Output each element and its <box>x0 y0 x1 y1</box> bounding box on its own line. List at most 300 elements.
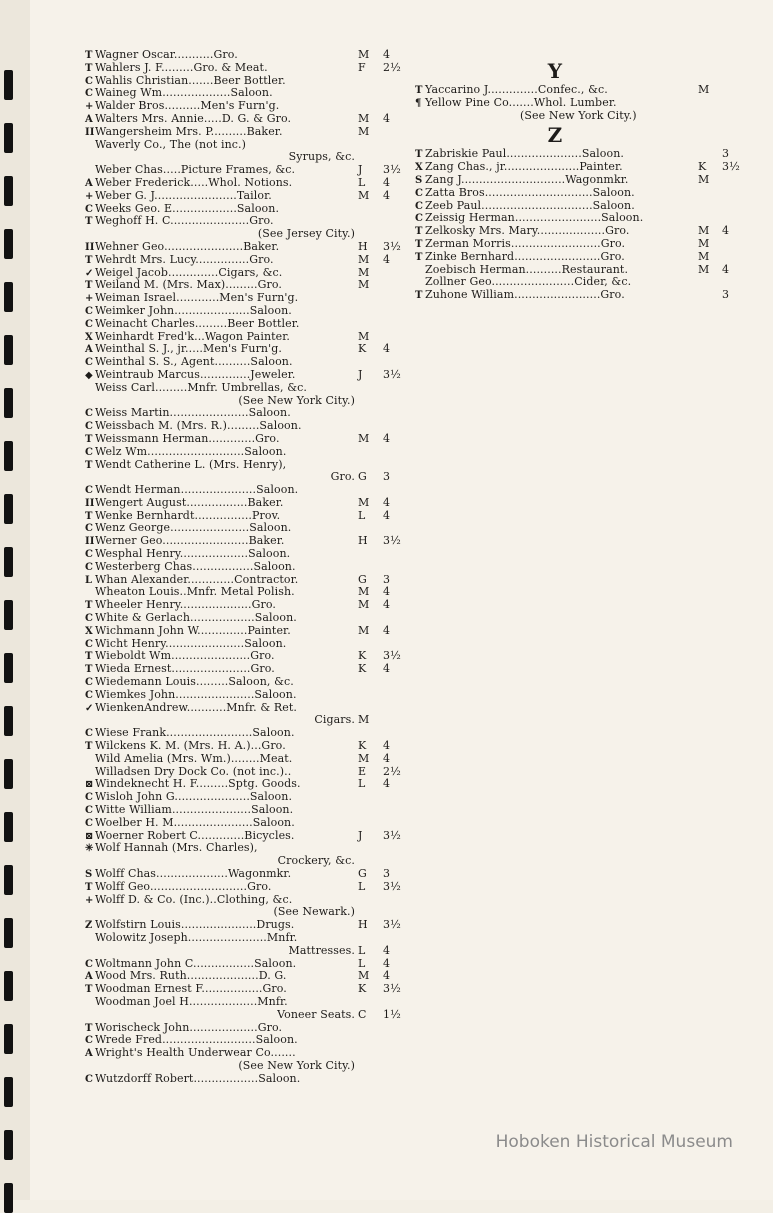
binding-hole <box>4 70 13 100</box>
entry-rating-letter: M <box>358 111 370 125</box>
entry-rating-number: 3 <box>383 572 391 586</box>
entry-mark-icon: C <box>85 677 94 689</box>
entry-text: Zeissig Herman........................Saloon. <box>425 211 644 225</box>
entry-text: Wilckens K. M. (Mrs. H. A.)...Gro. <box>95 739 286 753</box>
entry-mark-icon: A <box>85 971 93 983</box>
entry-rating-number: 3½ <box>383 828 401 842</box>
directory-entry <box>85 753 415 766</box>
binding-hole <box>4 865 13 895</box>
binding-hole <box>4 335 13 365</box>
directory-entry <box>85 113 415 126</box>
entry-mark-icon: C <box>85 638 94 650</box>
entry-rating-number: 3½ <box>383 982 401 996</box>
entry-mark-icon: C <box>415 213 424 225</box>
binding-hole <box>4 1183 13 1213</box>
entry-text: Yaccarino J..............Confec., &c. <box>425 83 608 96</box>
entry-text: Yellow Pine Co.......Whol. Lumber. <box>425 95 617 109</box>
entry-mark-icon: T <box>415 238 423 250</box>
entry-text: Walters Mrs. Annie.....D. G. & Gro. <box>95 111 292 125</box>
entry-text: Wengert August.................Baker. <box>95 495 284 509</box>
entry-rating-number: 3½ <box>383 239 401 253</box>
entry-rating-number: 3½ <box>383 879 401 893</box>
entry-mark-icon: C <box>85 728 94 740</box>
entry-text: Windeknecht H. F.........Sptg. Goods. <box>95 777 301 791</box>
entry-text: (See New York City.) <box>238 1058 355 1072</box>
entry-text: White & Gerlach..................Saloon. <box>95 611 297 625</box>
entry-mark-icon: C <box>85 613 94 625</box>
entry-mark-icon: II <box>85 497 95 509</box>
directory-entry <box>85 612 415 625</box>
entry-mark-icon: + <box>85 101 94 113</box>
directory-entry <box>85 804 415 817</box>
entry-rating-letter: M <box>358 278 370 292</box>
entry-text: Weigel Jacob..............Cigars, &c. <box>95 265 283 279</box>
entry-rating-letter: H <box>358 239 368 253</box>
binding-hole <box>4 653 13 683</box>
directory-entry <box>85 305 415 318</box>
entry-mark-icon: ⊠ <box>85 779 94 791</box>
y-section-list <box>415 84 755 122</box>
directory-entry <box>85 484 415 497</box>
entry-rating-letter: M <box>358 265 370 279</box>
entry-rating-number: 3 <box>722 147 730 161</box>
directory-entry <box>85 842 415 855</box>
entry-rating-letter: K <box>358 739 367 753</box>
entry-mark-icon: C <box>85 421 94 433</box>
entry-text: Waineg Wm...................Saloon. <box>95 86 273 100</box>
entry-rating-letter: M <box>358 969 370 983</box>
entry-text: Wicht Henry......................Saloon. <box>95 636 287 650</box>
entry-rating-letter: M <box>358 495 370 509</box>
entry-rating-letter: F <box>358 60 366 74</box>
entry-mark-icon: A <box>85 177 93 189</box>
entry-rating-number: 4 <box>383 777 391 791</box>
binding-hole <box>4 706 13 736</box>
entry-rating-number: 4 <box>383 956 391 970</box>
directory-entry <box>85 881 415 894</box>
entry-text: Weintraub Marcus..............Jeweler. <box>95 367 296 381</box>
directory-entry <box>85 215 415 228</box>
binding-hole <box>4 123 13 153</box>
directory-entry <box>85 177 415 190</box>
entry-rating-letter: H <box>358 918 368 932</box>
entry-mark-icon: II <box>85 536 95 548</box>
directory-entry <box>85 740 415 753</box>
entry-mark-icon: II <box>85 241 95 253</box>
entry-rating-number: 4 <box>383 751 391 765</box>
entry-rating-number: 1½ <box>383 1007 401 1021</box>
entry-rating-letter: G <box>358 867 367 880</box>
entry-text: Wangersheim Mrs. P..........Baker. <box>95 124 283 138</box>
entry-text: Woodman Ernest F.................Gro. <box>95 982 287 996</box>
entry-rating-letter: K <box>358 662 367 676</box>
entry-rating-letter: M <box>698 172 710 186</box>
entry-text: Weghoff H. C......................Gro. <box>95 214 274 228</box>
entry-rating-letter: M <box>358 124 370 138</box>
entry-mark-icon: T <box>415 226 423 238</box>
directory-entry <box>415 110 755 123</box>
entry-mark-icon: C <box>415 200 424 212</box>
entry-text: Worischeck John...................Gro. <box>95 1020 283 1034</box>
entry-rating-letter: L <box>358 777 366 791</box>
entry-rating-number: 4 <box>722 262 730 276</box>
entry-text: Wieboldt Wm......................Gro. <box>95 649 275 663</box>
entry-mark-icon: T <box>85 254 93 266</box>
directory-entry <box>85 62 415 75</box>
entry-mark-icon: T <box>85 280 93 292</box>
entry-rating-number: 4 <box>383 598 391 612</box>
entry-mark-icon: C <box>85 958 94 970</box>
entry-rating-letter: M <box>358 188 370 202</box>
entry-mark-icon: T <box>85 741 93 753</box>
entry-mark-icon: X <box>85 625 93 637</box>
entry-rating-letter: L <box>358 956 366 970</box>
entry-rating-number: 3 <box>383 470 391 484</box>
entry-mark-icon: T <box>85 881 93 893</box>
binding-hole <box>4 1077 13 1107</box>
entry-text: Wheeler Henry....................Gro. <box>95 598 276 612</box>
entry-text: Weiland M. (Mrs. Max).........Gro. <box>95 278 282 292</box>
entry-text: Wahlers J. F.........Gro. & Meat. <box>95 60 268 74</box>
entry-mark-icon: II <box>85 126 95 138</box>
entry-mark-icon: + <box>85 894 94 906</box>
entry-text: Zollner Geo.......................Cider, &c. <box>425 275 632 289</box>
entry-text: Weinacht Charles.........Beer Bottler. <box>95 316 300 330</box>
z-section-list <box>415 148 755 302</box>
entry-text: Woodman Joel H...................Mnfr. <box>95 994 288 1008</box>
entry-text: Zang Chas., jr.....................Painter. <box>425 160 623 174</box>
entry-mark-icon: L <box>85 574 93 586</box>
entry-mark-icon: T <box>85 433 93 445</box>
entry-text: Weissbach M. (Mrs. R.).........Saloon. <box>95 419 302 433</box>
entry-rating-letter: J <box>358 828 363 842</box>
entry-text: Wheaton Louis..Mnfr. Metal Polish. <box>95 585 295 599</box>
entry-rating-letter: H <box>358 534 368 548</box>
entry-rating-number: 3½ <box>383 534 401 548</box>
directory-entry <box>85 318 415 331</box>
entry-rating-letter: L <box>358 175 366 189</box>
entry-text: Wendt Catherine L. (Mrs. Henry), <box>95 457 287 471</box>
entry-rating-number: 3 <box>383 867 391 880</box>
binding-hole <box>4 494 13 524</box>
directory-entry <box>415 289 755 302</box>
directory-entry <box>85 446 415 459</box>
entry-mark-icon: T <box>415 85 423 96</box>
entry-text: Weeks Geo. E..................Saloon. <box>95 201 280 215</box>
entry-rating-letter: M <box>358 431 370 445</box>
entry-mark-icon: C <box>85 357 94 369</box>
directory-entry <box>85 548 415 561</box>
entry-text: Mattresses. <box>288 943 355 957</box>
entry-rating-number: 2½ <box>383 764 401 778</box>
directory-entry <box>85 497 415 510</box>
entry-mark-icon: C <box>85 408 94 420</box>
entry-rating-letter: M <box>698 224 710 238</box>
entry-text: Zerman Morris.........................Gro. <box>425 236 626 250</box>
directory-entry <box>85 1009 415 1022</box>
entry-rating-letter: E <box>358 764 367 778</box>
entry-text: Zelkosky Mrs. Mary...................Gro. <box>425 224 630 238</box>
entry-rating-letter: K <box>358 649 367 663</box>
entry-text: Waverly Co., The (not inc.) <box>95 137 247 151</box>
entry-text: Wolff Chas....................Wagonmkr. <box>95 867 292 880</box>
entry-rating-number: 3½ <box>722 160 740 174</box>
entry-rating-letter: M <box>358 751 370 765</box>
binding-hole <box>4 229 13 259</box>
entry-rating-number: 4 <box>383 252 391 266</box>
entry-text: Zuhone William........................Gro. <box>425 288 625 302</box>
entry-text: Wahlis Christian.......Beer Bottler. <box>95 73 286 87</box>
entry-text: Zeeb Paul...............................Saloon. <box>425 198 635 212</box>
entry-mark-icon: T <box>85 1022 93 1034</box>
entry-rating-number: 2½ <box>383 60 401 74</box>
entry-mark-icon: C <box>85 523 94 535</box>
entry-text: Wolfstirn Louis.....................Drugs. <box>95 918 295 932</box>
directory-entry <box>85 190 415 203</box>
entry-mark-icon: + <box>85 190 94 202</box>
entry-rating-letter: K <box>698 160 707 174</box>
entry-rating-number: 3 <box>722 288 730 302</box>
directory-entry <box>85 689 415 702</box>
entry-rating-letter: L <box>358 943 366 957</box>
entry-rating-letter: M <box>358 585 370 599</box>
entry-rating-letter: M <box>698 249 710 263</box>
entry-text: Wisloh John G.....................Saloon. <box>95 790 293 804</box>
entry-text: (See New York City.) <box>238 393 355 407</box>
entry-text: Welz Wm...........................Saloon. <box>95 444 287 458</box>
entry-text: Weiss Carl.........Mnfr. Umbrellas, &c. <box>95 380 307 394</box>
directory-entry <box>85 676 415 689</box>
entry-rating-letter: J <box>358 367 363 381</box>
entry-mark-icon: C <box>85 1035 94 1047</box>
directory-entry <box>85 625 415 638</box>
entry-mark-icon: T <box>85 510 93 522</box>
directory-entry <box>85 868 415 881</box>
entry-rating-letter: M <box>698 236 710 250</box>
entry-text: Wenke Bernhardt................Prov. <box>95 508 281 522</box>
directory-entry <box>85 49 415 62</box>
entry-text: (See Jersey City.) <box>257 227 355 241</box>
entry-mark-icon: T <box>85 216 93 228</box>
entry-mark-icon: C <box>85 203 94 215</box>
entry-text: Wesphal Henry...................Saloon. <box>95 547 291 561</box>
entry-rating-letter: C <box>358 1007 367 1021</box>
entry-rating-letter: M <box>698 262 710 276</box>
binding-hole <box>4 812 13 842</box>
entry-rating-letter: L <box>358 879 366 893</box>
entry-mark-icon: C <box>85 805 94 817</box>
left-column <box>85 49 415 1086</box>
entry-mark-icon: C <box>85 485 94 497</box>
entry-mark-icon: C <box>85 305 94 317</box>
entry-mark-icon: T <box>85 664 93 676</box>
entry-text: Wolff Geo...........................Gro. <box>95 879 272 893</box>
entry-text: Wagner Oscar...........Gro. <box>95 48 238 61</box>
entry-mark-icon: C <box>85 689 94 701</box>
entry-rating-number: 4 <box>383 943 391 957</box>
entry-text: Willadsen Dry Dock Co. (not inc.).. <box>95 764 292 778</box>
entry-rating-number: 4 <box>383 111 391 125</box>
entry-mark-icon: A <box>85 1048 93 1060</box>
entry-text: Wutzdorff Robert..................Saloon. <box>95 1071 301 1085</box>
binding-hole <box>4 1024 13 1054</box>
entry-text: (See New York City.) <box>520 108 637 122</box>
entry-mark-icon: T <box>415 251 423 263</box>
directory-entry <box>85 433 415 446</box>
entry-text: Weinthal S. S., Agent..........Saloon. <box>95 355 293 369</box>
directory-entry <box>415 238 755 251</box>
entry-text: Voneer Seats. <box>277 1007 355 1021</box>
entry-text: Wiemkes John......................Saloon. <box>95 687 297 701</box>
directory-entry <box>85 356 415 369</box>
directory-entry <box>85 126 415 139</box>
directory-entry <box>85 139 415 152</box>
entry-rating-number: 3½ <box>383 163 401 177</box>
entry-text: Wild Amelia (Mrs. Wm.)........Meat. <box>95 751 293 765</box>
entry-text: Zinke Bernhard........................Gro. <box>425 249 625 263</box>
entry-text: Wolowitz Joseph......................Mnfr. <box>95 930 298 944</box>
entry-text: Wichmann John W..............Painter. <box>95 623 291 637</box>
entry-mark-icon: T <box>85 459 93 471</box>
binding-hole <box>4 759 13 789</box>
entry-rating-letter: J <box>358 163 363 177</box>
entry-text: WienkenAndrew...........Mnfr. & Ret. <box>95 700 297 714</box>
entry-text: Crockery, &c. <box>277 854 355 868</box>
entry-text: Wiedemann Louis.........Saloon, &c. <box>95 675 294 689</box>
entry-text: Wolf Hannah (Mrs. Charles), <box>95 841 258 855</box>
binding-hole <box>4 1130 13 1160</box>
spiral-binding <box>0 0 30 1200</box>
entry-text: Zabriskie Paul.....................Saloon. <box>425 147 624 161</box>
entry-text: Witte William......................Saloon. <box>95 803 294 817</box>
entry-text: Weinhardt Fred'k...Wagon Painter. <box>95 329 290 343</box>
directory-entry <box>85 945 415 958</box>
entry-mark-icon: ¶ <box>415 97 422 109</box>
directory-entry <box>85 369 415 382</box>
entry-mark-icon: C <box>85 1073 94 1085</box>
entry-rating-letter: L <box>358 508 366 522</box>
entry-text: Weiman Israel............Men's Furn'g. <box>95 291 299 305</box>
entry-mark-icon: Z <box>85 920 93 932</box>
binding-hole <box>4 547 13 577</box>
entry-rating-number: 4 <box>383 495 391 509</box>
entry-rating-number: 4 <box>383 188 391 202</box>
directory-entry <box>415 251 755 264</box>
binding-hole <box>4 971 13 1001</box>
entry-rating-number: 4 <box>383 662 391 676</box>
entry-text: Wieda Ernest......................Gro. <box>95 662 275 676</box>
entry-mark-icon: T <box>415 149 423 161</box>
entry-mark-icon: T <box>85 651 93 663</box>
entry-rating-number: 4 <box>383 739 391 753</box>
entry-text: Wehner Geo......................Baker. <box>95 239 280 253</box>
entry-mark-icon: T <box>85 62 93 74</box>
directory-entry <box>85 254 415 267</box>
entry-text: Wehrdt Mrs. Lucy...............Gro. <box>95 252 274 266</box>
binding-hole <box>4 600 13 630</box>
directory-entry <box>85 1060 415 1073</box>
entry-text: Weissmann Herman.............Gro. <box>95 431 280 445</box>
entry-text: Weimker John.....................Saloon. <box>95 303 292 317</box>
entry-mark-icon: T <box>85 600 93 612</box>
entry-text: Zoebisch Herman..........Restaurant. <box>425 262 629 276</box>
entry-text: Woltmann John C.................Saloon. <box>95 956 297 970</box>
directory-entry <box>85 996 415 1009</box>
directory-entry <box>85 241 415 254</box>
entry-mark-icon: C <box>85 792 94 804</box>
entry-text: Woerner Robert C.............Bicycles. <box>95 828 295 842</box>
entry-text: Zang J.............................Wagonmkr. <box>425 172 629 186</box>
entry-text: Syrups, &c. <box>288 150 355 164</box>
entry-rating-number: 4 <box>722 224 730 238</box>
entry-mark-icon: T <box>85 50 93 61</box>
entry-mark-icon: A <box>85 344 93 356</box>
entry-rating-number: 3½ <box>383 367 401 381</box>
entry-rating-number: 4 <box>383 508 391 522</box>
entry-mark-icon: C <box>85 817 94 829</box>
entry-rating-letter: M <box>358 329 370 343</box>
entry-text: Werner Geo........................Baker. <box>95 534 285 548</box>
section-letter-y: Y <box>547 59 563 83</box>
entry-text: Zatta Bros..............................Saloon. <box>425 185 635 199</box>
entry-text: Whan Alexander.............Contractor. <box>95 572 299 586</box>
entry-mark-icon: C <box>85 75 94 87</box>
entry-text: Woelber H. M......................Saloon. <box>95 815 295 829</box>
entry-text: Weber Frederick.....Whol. Notions. <box>95 175 293 189</box>
entry-rating-number: 4 <box>383 48 391 61</box>
binding-hole <box>4 282 13 312</box>
entry-rating-number: 4 <box>383 342 391 356</box>
entry-text: Wenz George......................Saloon. <box>95 521 292 535</box>
entry-text: Wiese Frank........................Saloon. <box>95 726 295 740</box>
directory-entry <box>415 174 755 187</box>
entry-text: Wood Mrs. Ruth....................D. G. <box>95 969 287 983</box>
binding-hole <box>4 388 13 418</box>
binding-hole <box>4 441 13 471</box>
entry-text: Weber Chas.....Picture Frames, &c. <box>95 163 296 177</box>
entry-rating-letter: K <box>358 982 367 996</box>
entry-mark-icon: ⊠ <box>85 830 94 842</box>
entry-text: Weiss Martin......................Saloon. <box>95 406 291 420</box>
binding-hole <box>4 918 13 948</box>
entry-text: Wolff D. & Co. (Inc.)..Clothing, &c. <box>95 892 293 906</box>
entry-rating-letter: M <box>358 713 370 727</box>
entry-mark-icon: C <box>85 318 94 330</box>
entry-mark-icon: C <box>85 549 94 561</box>
entry-mark-icon: X <box>85 331 93 343</box>
entry-text: Wendt Herman.....................Saloon. <box>95 483 299 497</box>
directory-entry <box>415 97 755 110</box>
entry-mark-icon: T <box>415 290 423 302</box>
entry-text: Weinthal S. J., jr.....Men's Furn'g. <box>95 342 282 356</box>
entry-rating-letter: M <box>358 48 370 61</box>
entry-mark-icon: A <box>85 113 93 125</box>
entry-rating-number: 3½ <box>383 649 401 663</box>
entry-mark-icon: C <box>85 88 94 100</box>
directory-entry <box>85 561 415 574</box>
entry-rating-number: 4 <box>383 175 391 189</box>
entry-mark-icon: S <box>415 174 423 186</box>
entry-rating-letter: M <box>698 83 710 96</box>
entry-rating-number: 4 <box>383 585 391 599</box>
directory-entry <box>85 932 415 945</box>
entry-rating-number: 4 <box>383 623 391 637</box>
entry-rating-letter: M <box>358 623 370 637</box>
directory-entry <box>415 84 755 97</box>
entry-mark-icon: + <box>85 293 94 305</box>
entry-mark-icon: C <box>85 446 94 458</box>
entry-rating-letter: K <box>358 342 367 356</box>
